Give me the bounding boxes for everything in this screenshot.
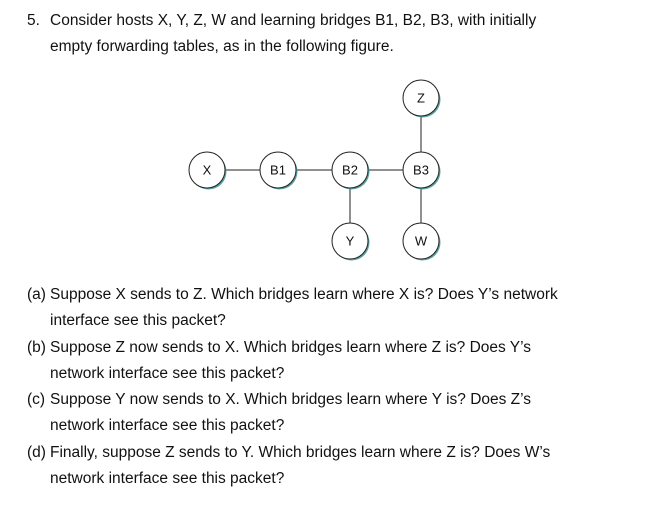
node-y [332, 223, 370, 261]
node-label: Y [345, 233, 355, 249]
question-text-line1: Consider hosts X, Y, Z, W and learning bridges B1, B2, B3, with initially [50, 12, 537, 29]
part-text-line1: Suppose Z now sends to X. Which bridges learn where Z is? Does Y’s [50, 338, 532, 356]
node-label: Z [417, 90, 425, 106]
question-number: 5. [27, 12, 40, 29]
node-b2 [332, 152, 370, 190]
part-label: (b) [27, 338, 46, 356]
node-x [189, 152, 227, 190]
node-label: B2 [342, 162, 358, 178]
question-text-line2: empty forwarding tables, as in the following figure. [50, 38, 394, 55]
node-b3 [403, 152, 441, 190]
node-w [403, 223, 441, 261]
node-z [403, 80, 441, 118]
part-text-line1: Suppose X sends to Z. Which bridges learn where X is? Does Y’s network [50, 286, 558, 303]
part-label: (c) [27, 391, 46, 408]
part-label: (d) [27, 443, 46, 461]
part-text-line1: Suppose Y now sends to X. Which bridges learn where Y is? Does Z’s [50, 391, 532, 408]
node-label: B3 [413, 162, 429, 178]
node-b1 [260, 152, 298, 190]
node-label: B1 [270, 162, 286, 178]
part-text-line2: interface see this packet? [50, 312, 226, 329]
part-text-line2: network interface see this packet? [50, 364, 285, 382]
node-label: X [202, 162, 212, 178]
part-text-line1: Finally, suppose Z sends to Y. Which bridges learn where Z is? Does W’s [50, 443, 551, 461]
part-label: (a) [27, 286, 46, 303]
part-text-line2: network interface see this packet? [50, 417, 285, 434]
node-label: W [414, 233, 428, 249]
part-text-line2: network interface see this packet? [50, 469, 285, 487]
